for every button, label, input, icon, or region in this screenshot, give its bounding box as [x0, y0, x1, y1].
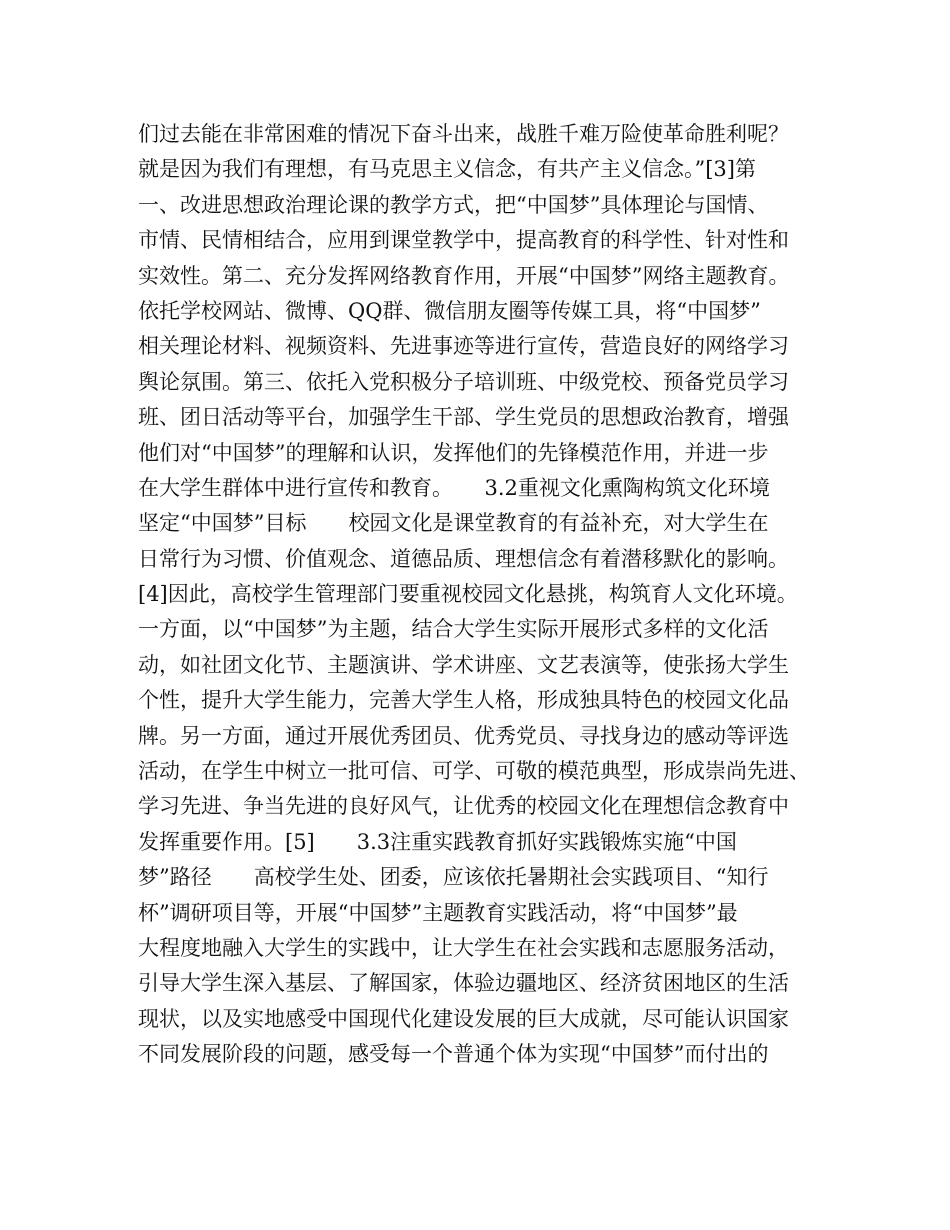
text-line: 就是因为我们有理想，有马克思主义信念，有共产主义信念。”[3]第 [138, 157, 756, 182]
text-line: 现状，以及实地感受中国现代化建设发展的巨大成就，尽可能认识国家 [138, 1006, 789, 1031]
text-line: 相关理论材料、视频资料、先进事迹等进行宣传，营造良好的网络学习 [138, 334, 789, 359]
text-line: 不同发展阶段的问题，感受每一个普通个体为实现“中国梦”而付出的 [138, 1042, 769, 1067]
text-line: [4]因此，高校学生管理部门要重视校园文化悬挑，构筑育人文化环境。 [138, 582, 798, 607]
text-line: 他们对“中国梦”的理解和认识，发挥他们的先锋模范作用，并进一步 [138, 440, 769, 465]
text-line: 依托学校网站、微博、QQ群、微信朋友圈等传媒工具，将“中国梦” [138, 298, 761, 323]
text-line: 日常行为习惯、价值观念、道德品质、理想信念有着潜移默化的影响。 [138, 546, 789, 571]
text-line: 市情、民情相结合，应用到课堂教学中，提高教育的科学性、针对性和 [138, 228, 789, 253]
text-line: 们过去能在非常困难的情况下奋斗出来，战胜千难万险使革命胜利呢？ [138, 122, 789, 146]
text-line: 学习先进、争当先进的良好风气，让优秀的校园文化在理想信念教育中 [138, 794, 789, 819]
text-line: 大程度地融入大学生的实践中，让大学生在社会实践和志愿服务活动， [138, 935, 789, 960]
text-line: 在大学生群体中进行宣传和教育。 3.2重视文化熏陶构筑文化环境 [138, 475, 770, 500]
text-line: 舆论氛围。第三、依托入党积极分子培训班、中级党校、预备党员学习 [138, 369, 789, 394]
text-line: 个性，提升大学生能力，完善大学生人格，形成独具特色的校园文化品 [138, 688, 789, 713]
text-line: 坚定“中国梦”目标 校园文化是课堂教育的有益补充，对大学生在 [138, 511, 769, 536]
text-line: 梦”路径 高校学生处、团委，应该依托暑期社会实践项目、“知行 [138, 865, 769, 890]
text-line: 班、团日活动等平台，加强学生干部、学生党员的思想政治教育，增强 [138, 405, 789, 430]
text-line: 活动，在学生中树立一批可信、可学、可敬的模范典型，形成崇尚先进、 [138, 759, 810, 784]
text-line: 杯”调研项目等，开展“中国梦”主题教育实践活动，将“中国梦”最 [138, 900, 738, 925]
text-line: 实效性。第二、充分发挥网络教育作用，开展“中国梦”网络主题教育。 [138, 263, 790, 288]
text-line: 发挥重要作用。[5] 3.3注重实践教育抓好实践锻炼实施“中国 [138, 829, 737, 854]
text-line: 一、改进思想政治理论课的教学方式，把“中国梦”具体理论与国情、 [138, 192, 769, 217]
body-text [138, 117, 838, 1073]
text-line: 动，如社团文化节、主题演讲、学术讲座、文艺表演等，使张扬大学生 [138, 652, 789, 677]
text-line: 牌。另一方面，通过开展优秀团员、优秀党员、寻找身边的感动等评选 [138, 723, 789, 748]
text-line: 引导大学生深入基层、了解国家，体验边疆地区、经济贫困地区的生活 [138, 971, 789, 996]
text-line: 一方面，以“中国梦”为主题，结合大学生实际开展形式多样的文化活 [138, 617, 769, 642]
